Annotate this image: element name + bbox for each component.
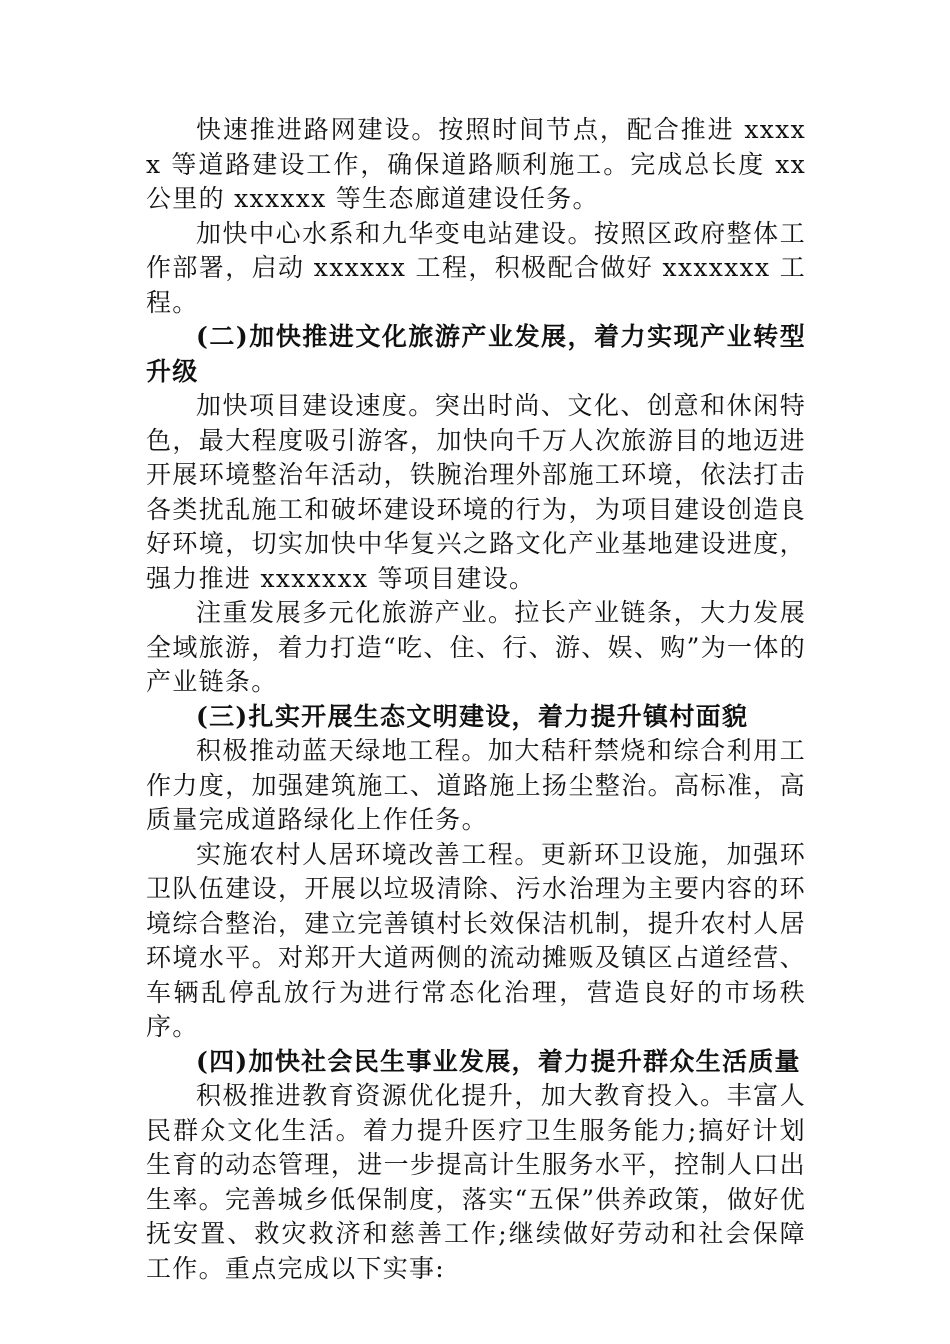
paragraph-project-speed: 加快项目建设速度。突出时尚、文化、创意和休闲特色，最大程度吸引游客，加快向千万人次旅游目的地迈进开展环境整治年活动，铁腕治理外部施工环境，依法打击各类扰乱施工和破坏建设环境的行为，为项目建设创造良好环境，切实加快中华复兴之路文化产业基地建设进度，强力推进 xxxxxxx 等项目建设。 — [146, 391, 806, 593]
document-page — [146, 113, 806, 1286]
paragraph-road-network: 快速推进路网建设。按照时间节点，配合推进 xxxxx 等道路建设工作，确保道路顺利施工。完成总长度 xx 公里的 xxxxxx 等生态廊道建设任务。 — [146, 115, 806, 213]
paragraph-rural-environment: 实施农村人居环境改善工程。更新环卫设施，加强环卫队伍建设，开展以垃圾清除、污水治理为主要内容的环境综合整治，建立完善镇村长效保洁机制，提升农村人居环境水平。对郑开大道两侧的流动摊贩及镇区占道经营、车辆乱停乱放行为进行常态化治理，营造良好的市场秩序。 — [146, 839, 806, 1041]
section-heading-2: (二)加快推进文化旅游产业发展，着力实现产业转型升级 — [146, 322, 806, 386]
paragraph-education: 积极推进教育资源优化提升，加大教育投入。丰富人民群众文化生活。着力提升医疗卫生服务能力;搞好计划生育的动态管理，进一步提高计生服务水平，控制人口出生率。完善城乡低保制度，落实“五保”供养政策，做好优抚安置、救灾救济和慈善工作;继续做好劳动和社会保障工作。重点完成以下实事: — [146, 1081, 806, 1283]
section-heading-3: (三)扎实开展生态文明建设，着力提升镇村面貌 — [196, 701, 749, 731]
section-heading-4: (四)加快社会民生事业发展，着力提升群众生活质量 — [196, 1046, 801, 1076]
paragraph-tourism-industry: 注重发展多元化旅游产业。拉长产业链条，大力发展全域旅游，着力打造“吃、住、行、游、娱、购”为一体的产业链条。 — [146, 598, 806, 696]
paragraph-blue-sky: 积极推动蓝天绿地工程。加大秸秆禁烧和综合利用工作力度，加强建筑施工、道路施上扬尘整治。高标准，高质量完成道路绿化上作任务。 — [146, 736, 806, 834]
paragraph-water-system: 加快中心水系和九华变电站建设。按照区政府整体工作部署，启动 xxxxxx 工程，积极配合做好 xxxxxxx 工程。 — [146, 218, 806, 317]
